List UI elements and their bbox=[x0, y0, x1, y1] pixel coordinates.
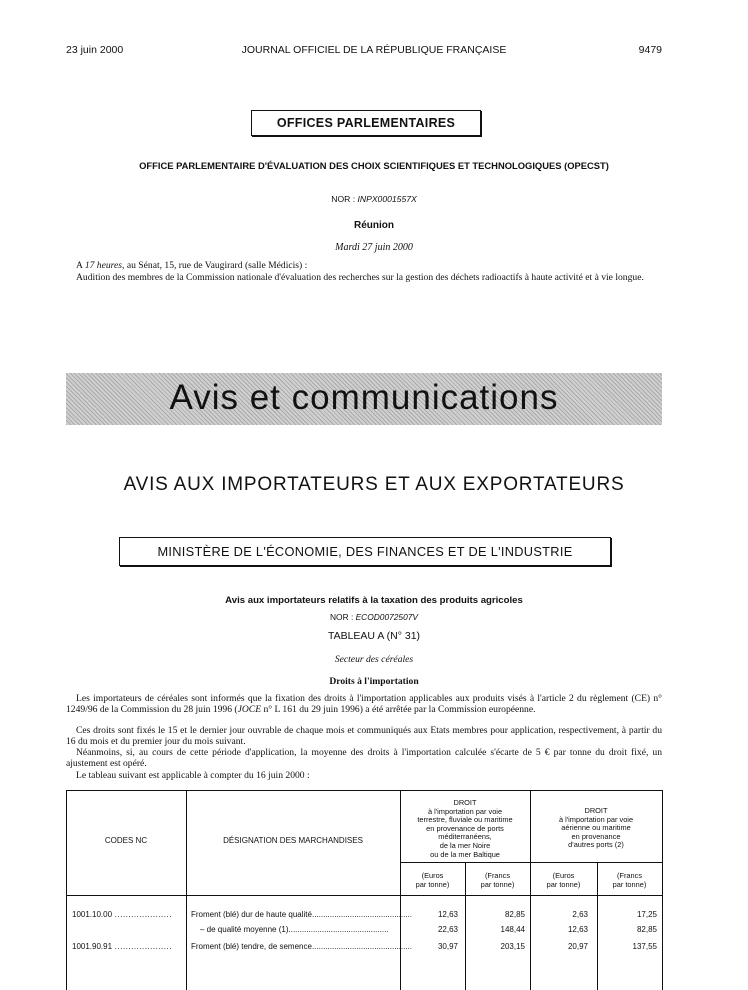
notice-nor-label: NOR : bbox=[330, 612, 354, 622]
droit1-line: DROIT bbox=[453, 798, 477, 807]
offices-box-title: OFFICES PARLEMENTAIRES bbox=[251, 110, 481, 136]
nor-code: INPX0001557X bbox=[357, 194, 417, 204]
header-date: 23 juin 2000 bbox=[66, 44, 124, 56]
notice-nor-code: ECOD0072507V bbox=[355, 612, 418, 622]
code-text: 1001.90.91 bbox=[72, 942, 113, 951]
unit-line: (Francs bbox=[616, 871, 643, 880]
unit-line: par tonne) bbox=[415, 880, 450, 889]
row-value: 82,85 bbox=[636, 925, 657, 934]
journal-title: JOURNAL OFFICIEL DE LA RÉPUBLIQUE FRANÇAISE bbox=[241, 44, 507, 56]
unit-line: par tonne) bbox=[480, 880, 515, 889]
unit-francs-2 bbox=[597, 871, 662, 889]
row-value: 2,63 bbox=[572, 910, 588, 919]
droit2-line: en provenance bbox=[571, 831, 621, 841]
leader-dots: ..................... bbox=[112, 910, 172, 919]
droit2-line: d'autres ports (2) bbox=[568, 840, 624, 850]
droit1-line: terrestre, fluviale ou maritime bbox=[417, 815, 513, 825]
droit2-line: DROIT bbox=[584, 806, 608, 815]
row-value: 148,44 bbox=[500, 925, 525, 934]
unit-line: par tonne) bbox=[612, 880, 647, 889]
avis-heading: AVIS AUX IMPORTATEURS ET AUX EXPORTATEURS bbox=[123, 474, 625, 495]
droit2-line: à l'importation par voie bbox=[558, 814, 634, 824]
p1-part-b: n° L 161 du 29 juin 1996) a été arrêtée par la Commission européenne. bbox=[261, 703, 536, 715]
sector-title: Secteur des céréales bbox=[334, 654, 414, 665]
droit2-line: aérienne ou maritime bbox=[561, 823, 631, 833]
p1-part-a: Les importateurs de céréales sont informés que la fixation des droits à l'importation applicables aux produits visés à l'article 2 du règlement (CE) n° 1249/96 de la Commission du 28 juin 1996 ( bbox=[66, 693, 662, 715]
notice-subtitle: Droits à l'importation bbox=[329, 676, 419, 687]
unit-euros-1 bbox=[400, 871, 465, 889]
designation-text: Froment (blé) dur de haute qualité bbox=[191, 910, 312, 919]
droit1-line: ou de la mer Baltique bbox=[430, 849, 500, 859]
row-value: 30,97 bbox=[437, 942, 458, 951]
office-title: OFFICE PARLEMENTAIRE D'ÉVALUATION DES CHOIX SCIENTIFIQUES ET TECHNOLOGIQUES (OPECST) bbox=[139, 160, 609, 171]
paragraph-2: Ces droits sont fixés le 15 et le dernier jour ouvrable de chaque mois et communiqués aux Etats membres pour application, respectivement, à partir du 16 du mois et du premier jour du mois suivant. bbox=[66, 725, 662, 747]
row-value: 137,55 bbox=[632, 942, 657, 951]
unit-francs-1 bbox=[465, 871, 530, 889]
office-nor bbox=[0, 194, 748, 204]
droit1-line: à l'importation par voie bbox=[427, 806, 503, 816]
row-designation bbox=[191, 942, 412, 951]
col-header-designation: DÉSIGNATION DES MARCHANDISES bbox=[223, 836, 363, 845]
meeting-date: Mardi 27 juin 2000 bbox=[335, 242, 413, 253]
paragraph-1 bbox=[66, 694, 662, 715]
page-number: 9479 bbox=[638, 44, 662, 56]
leader-dots: ..................... bbox=[112, 942, 172, 951]
nor-label: NOR : bbox=[331, 194, 356, 204]
row-code bbox=[72, 910, 184, 919]
row-designation bbox=[191, 910, 412, 919]
line1-rest: au Sénat, 15, rue de Vaugirard (salle Médicis) : bbox=[126, 260, 308, 271]
meeting-line-2: Audition des membres de la Commission nationale d'évaluation des recherches sur la gestion des déchets radioactifs à haute activité et à vie longue. bbox=[76, 272, 644, 283]
meeting-title: Réunion bbox=[354, 220, 394, 231]
paragraph-3: Néanmoins, si, au cours de cette période d'application, la moyenne des droits à l'importation calculée s'écarte de 5 € par tonne du droit fixé, un ajustement est opéré. bbox=[66, 747, 662, 769]
row-value: 20,97 bbox=[567, 942, 588, 951]
unit-line: (Euros bbox=[552, 871, 575, 880]
unit-line: (Euros bbox=[421, 871, 444, 880]
code-text: 1001.10.00 bbox=[72, 910, 113, 919]
line1-time: 17 heures, bbox=[84, 260, 125, 271]
col-header-droit-2 bbox=[530, 807, 662, 850]
ministry-box: MINISTÈRE DE L'ÉCONOMIE, DES FINANCES ET DE L'INDUSTRIE bbox=[119, 537, 611, 566]
row-value: 203,15 bbox=[500, 942, 525, 951]
line1-prefix: A bbox=[76, 260, 83, 271]
droit1-line: méditerranéens, bbox=[438, 832, 492, 842]
leader-dots: ............................................. bbox=[311, 942, 412, 951]
droit1-line: en provenance de ports bbox=[426, 823, 504, 833]
p1-joce: JOCE bbox=[237, 703, 262, 715]
row-value: 12,63 bbox=[437, 910, 458, 919]
row-value: 22,63 bbox=[437, 925, 458, 934]
row-code bbox=[72, 942, 184, 951]
row-value: 12,63 bbox=[567, 925, 588, 934]
designation-text: Froment (blé) tendre, de semence bbox=[191, 942, 312, 951]
droit1-line: de la mer Noire bbox=[439, 840, 491, 850]
col-header-droit-1 bbox=[400, 799, 530, 859]
meeting-line-1 bbox=[66, 261, 662, 272]
col-header-codes: CODES NC bbox=[104, 836, 148, 845]
designation-text: – de qualité moyenne (1) bbox=[200, 925, 289, 934]
row-designation bbox=[200, 925, 397, 934]
row-value: 17,25 bbox=[636, 910, 657, 919]
section-banner-title: Avis et communications bbox=[169, 378, 559, 417]
row-value: 82,85 bbox=[504, 910, 525, 919]
notice-nor bbox=[0, 612, 748, 622]
unit-euros-2 bbox=[530, 871, 597, 889]
unit-line: (Francs bbox=[484, 871, 511, 880]
unit-line: par tonne) bbox=[546, 880, 581, 889]
leader-dots: ............................................. bbox=[288, 925, 389, 934]
notice-title: Avis aux importateurs relatifs à la taxation des produits agricoles bbox=[225, 595, 523, 606]
leader-dots: ............................................. bbox=[311, 910, 412, 919]
table-label: TABLEAU A (N° 31) bbox=[327, 630, 421, 642]
paragraph-4: Le tableau suivant est applicable à compter du 16 juin 2000 : bbox=[76, 770, 310, 781]
